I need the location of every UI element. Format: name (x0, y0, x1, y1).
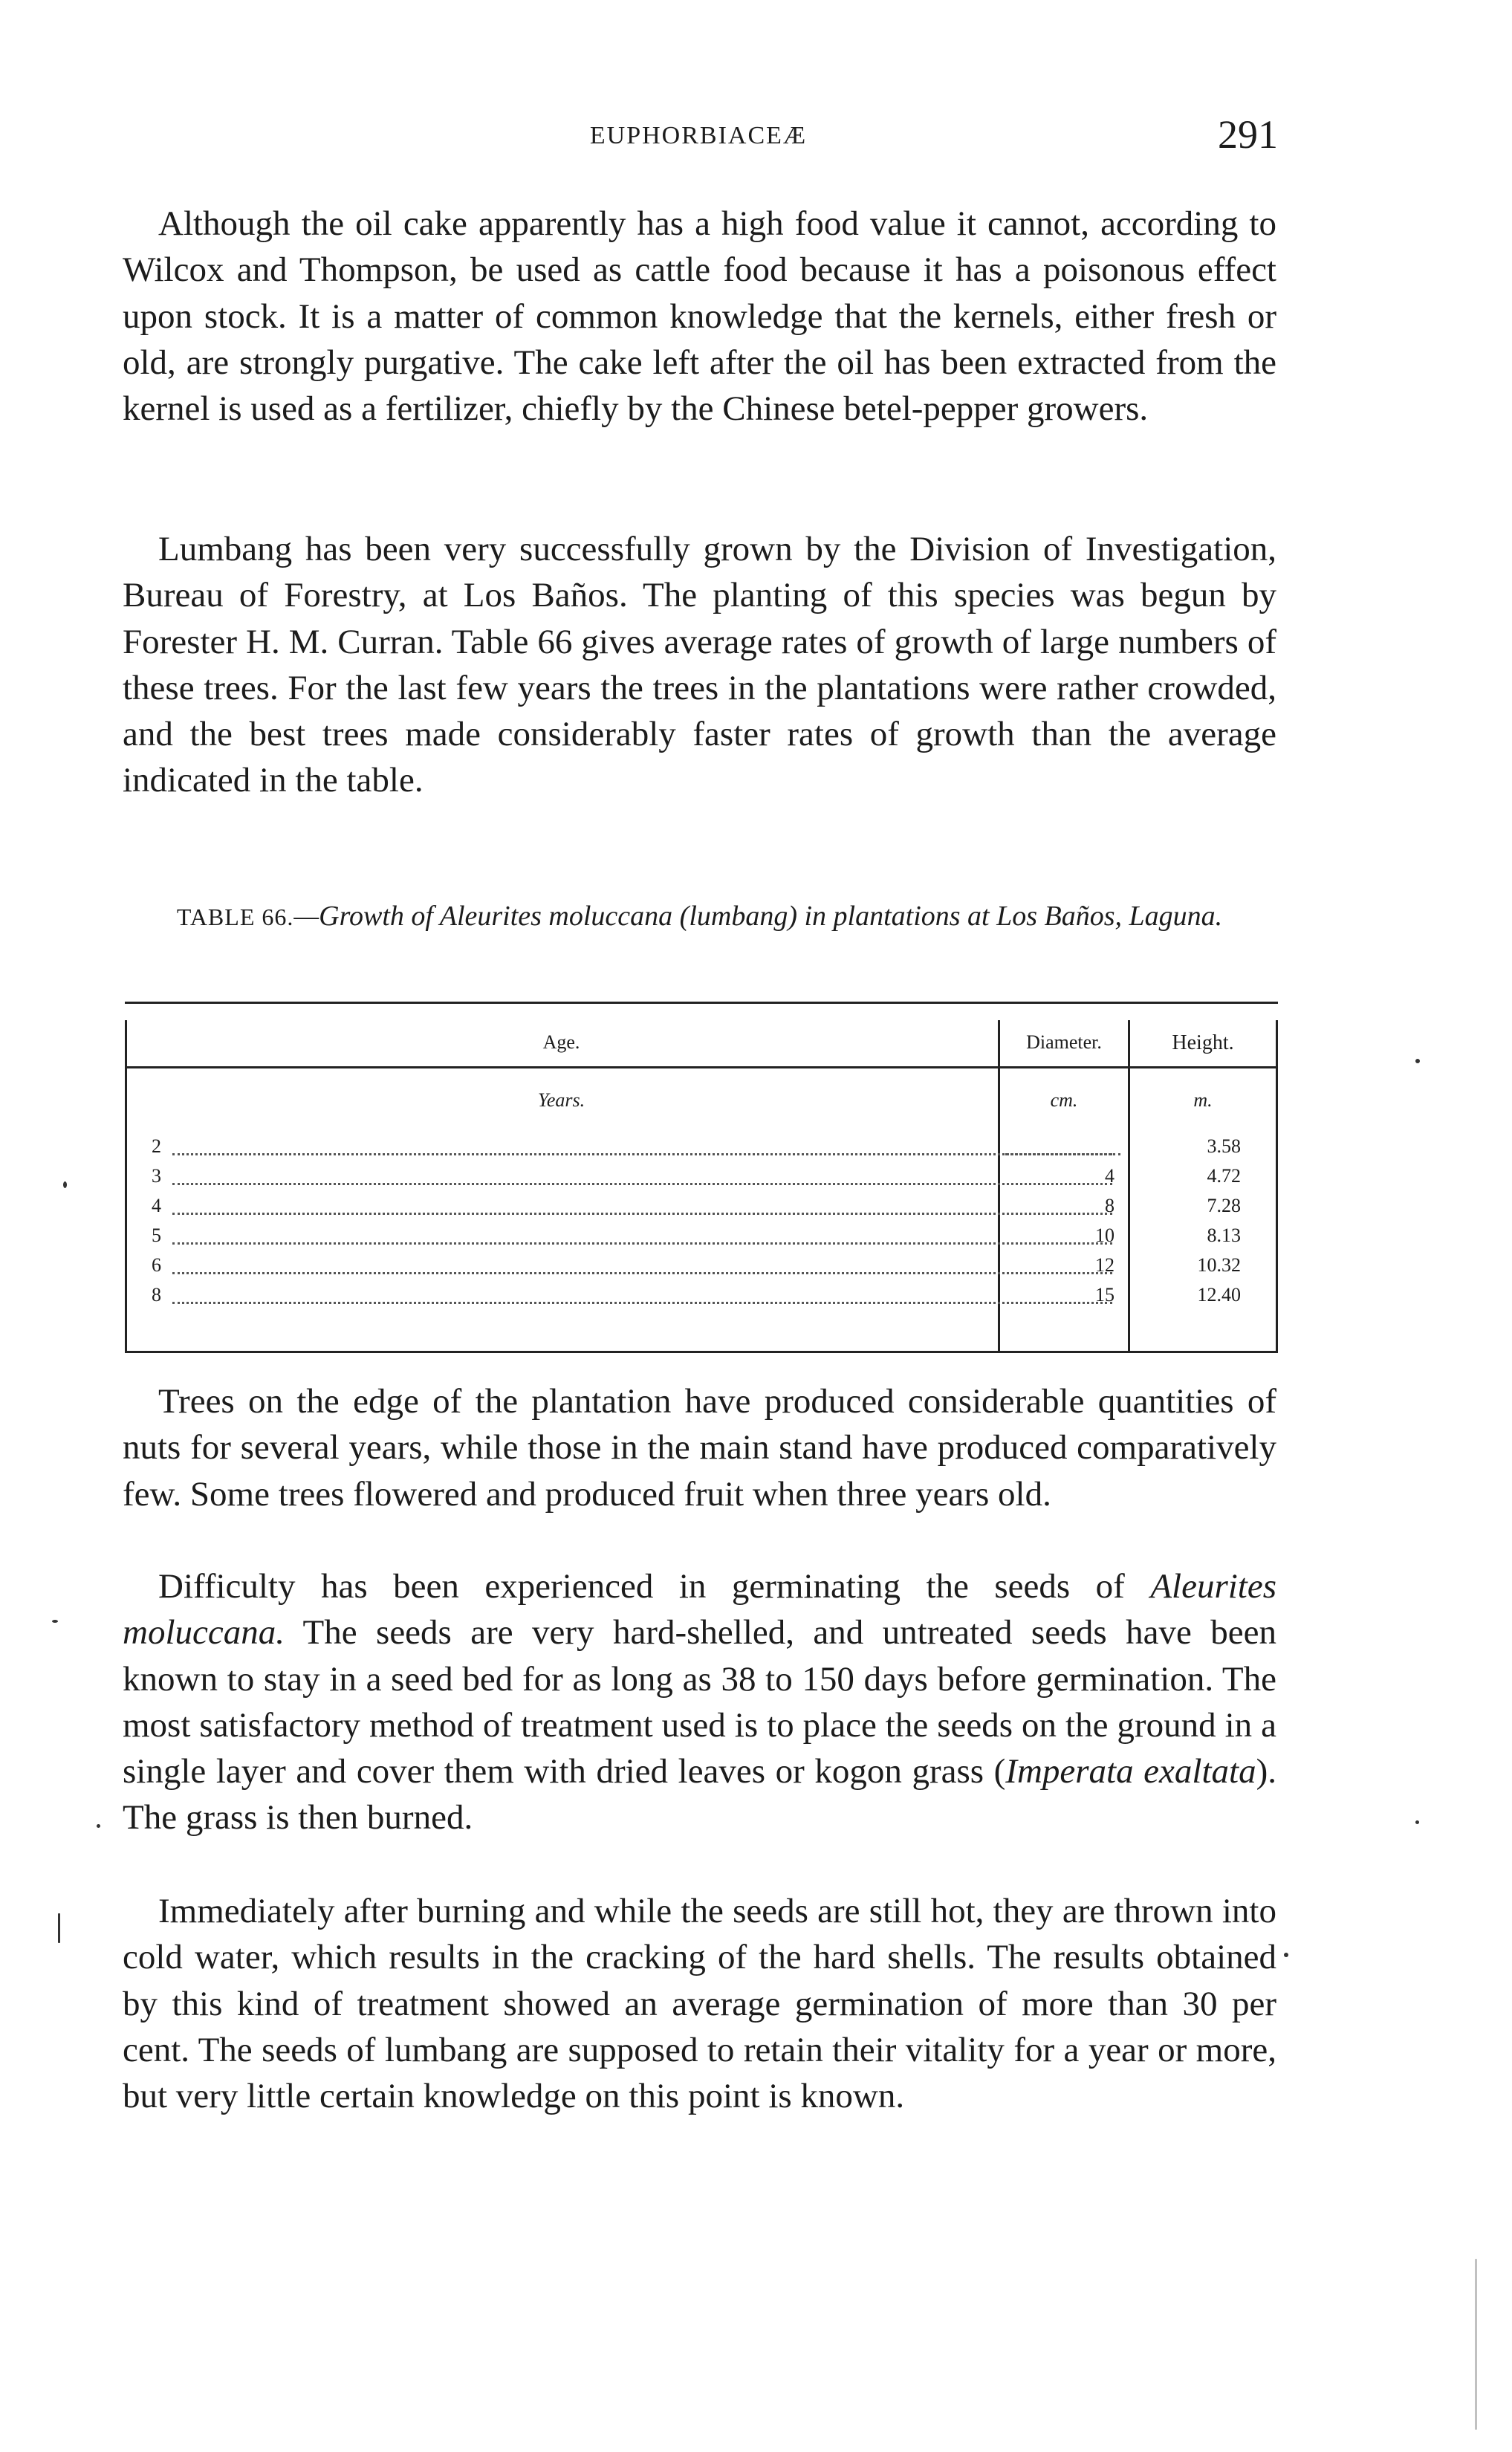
height-cell: 10.32 (1197, 1254, 1241, 1276)
dot-leader (172, 1183, 1112, 1185)
table-top-rule (125, 1002, 1278, 1004)
table-row (125, 1254, 1278, 1282)
paragraph-oil-cake-text: Although the oil cake apparently has a high food value it cannot, according to Wilcox and Thompson, be used as cattle food because it has a poisonous effect upon stock. It is a matter of common knowledge that the kernels, either fresh or old, are strongly purgative. The cake left after the oil has been extracted from the kernel is used as a fertilizer, chiefly by the Chinese betel-pepper growers. (123, 204, 1276, 429)
germination-text-start: Difficulty has been experienced in germinating the seeds of (158, 1567, 1125, 1606)
scan-speck (63, 1181, 67, 1188)
header-diameter: Diameter. (1026, 1031, 1102, 1053)
paragraph-nut-production (123, 1378, 1276, 1517)
unit-years: Years. (537, 1089, 585, 1111)
paragraph-germination (123, 1563, 1276, 1841)
paragraph-treatment-text: Immediately after burning and while the seeds are still hot, they are thrown into cold water, which results in the cracking of the hard shells. The results obtained by this kind of treatment showed an average germination of more than 30 per cent. The seeds of lumbang are supposed to retain their vitality for a year or more, but very little certain knowledge on this point is known. (123, 1892, 1276, 2116)
scan-speck (97, 1824, 100, 1828)
dot-leader (1005, 1153, 1120, 1155)
diameter-cell: 10 (1095, 1225, 1114, 1246)
age-cell: 3 (152, 1165, 161, 1187)
age-cell: 6 (152, 1254, 161, 1276)
paragraph-treatment (123, 1888, 1276, 2119)
dot-leader (172, 1272, 1112, 1274)
height-cell: 4.72 (1207, 1165, 1241, 1187)
height-cell: 8.13 (1207, 1225, 1241, 1246)
germination-text-end: ). The grass is then burned. (123, 1752, 1276, 1838)
table-row (125, 1135, 1278, 1164)
diameter-cell: 15 (1095, 1284, 1114, 1306)
table-header-rule (125, 1066, 1278, 1068)
paragraph-lumbang-growth-text: Lumbang has been very successfully grown by the Division of Investigation, Bureau of Forestry, at Los Baños. The planting of this species was begun by Forester H. M. Curran. Table 66 gives average rates of growth of large numbers of these trees. For the last few years the trees in the plantations were rather crowded, and the best trees made considerably faster rates of growth than the average indicated in the table. (123, 530, 1276, 800)
scan-speck (58, 1913, 60, 1943)
running-head: EUPHORBIACEÆ (589, 122, 808, 149)
species-name: Aleurites moluccana. (123, 1567, 1277, 1652)
age-cell: 2 (152, 1135, 161, 1157)
diameter-cell: 12 (1095, 1254, 1114, 1276)
page-header (119, 111, 1278, 171)
table-bottom-rule (125, 1351, 1278, 1353)
dot-leader (172, 1242, 1112, 1245)
grass-species-name: Imperata exaltata (1005, 1752, 1256, 1791)
dot-leader (172, 1302, 1112, 1304)
age-cell: 4 (152, 1195, 161, 1216)
scan-speck (1415, 1820, 1419, 1824)
paragraph-lumbang-growth (123, 526, 1276, 804)
table-row (125, 1225, 1278, 1253)
scan-speck (52, 1620, 58, 1623)
dot-leader (172, 1213, 1112, 1215)
height-cell: 12.40 (1197, 1284, 1241, 1306)
age-cell: 8 (152, 1284, 161, 1306)
table-row (125, 1284, 1278, 1312)
unit-m: m. (1193, 1089, 1213, 1111)
table-row (125, 1165, 1278, 1193)
header-height: Height. (1172, 1031, 1234, 1054)
diameter-cell: 8 (1105, 1195, 1114, 1216)
table-caption-title: —Growth of Aleurites moluccana (lumbang) in plantations at Los Baños, Laguna. (293, 901, 1223, 932)
diameter-cell: 4 (1105, 1165, 1114, 1187)
height-cell: 3.58 (1207, 1135, 1241, 1157)
height-cell: 7.28 (1207, 1195, 1241, 1216)
paragraph-nut-production-text: Trees on the edge of the plantation have produced considerable quantities of nuts for several years, while those in the main stand have produced comparatively few. Some trees flowered and produced fruit when three years old. (123, 1382, 1276, 1514)
scan-speck (1415, 1059, 1420, 1063)
table-caption (123, 895, 1276, 938)
scan-speck (1475, 2259, 1477, 2430)
header-age: Age. (542, 1031, 580, 1053)
dot-leader (172, 1153, 1112, 1155)
table-caption-label: TABLE 66. (176, 904, 294, 930)
scan-speck (1284, 1953, 1288, 1957)
page-number: 291 (1218, 112, 1278, 157)
unit-cm: cm. (1050, 1089, 1078, 1111)
table-row (125, 1195, 1278, 1223)
paragraph-oil-cake (123, 201, 1276, 432)
age-cell: 5 (152, 1225, 161, 1246)
germination-text-middle: The seeds are very hard-shelled, and untreated seeds have been known to stay in a seed bed for as long as 38 to 150 days before germination. The most satisfactory method of treatment used is to place the seeds on the ground in a single layer and cover them with dried leaves or kogon grass ( (123, 1613, 1276, 1791)
growth-table (125, 1002, 1278, 1355)
